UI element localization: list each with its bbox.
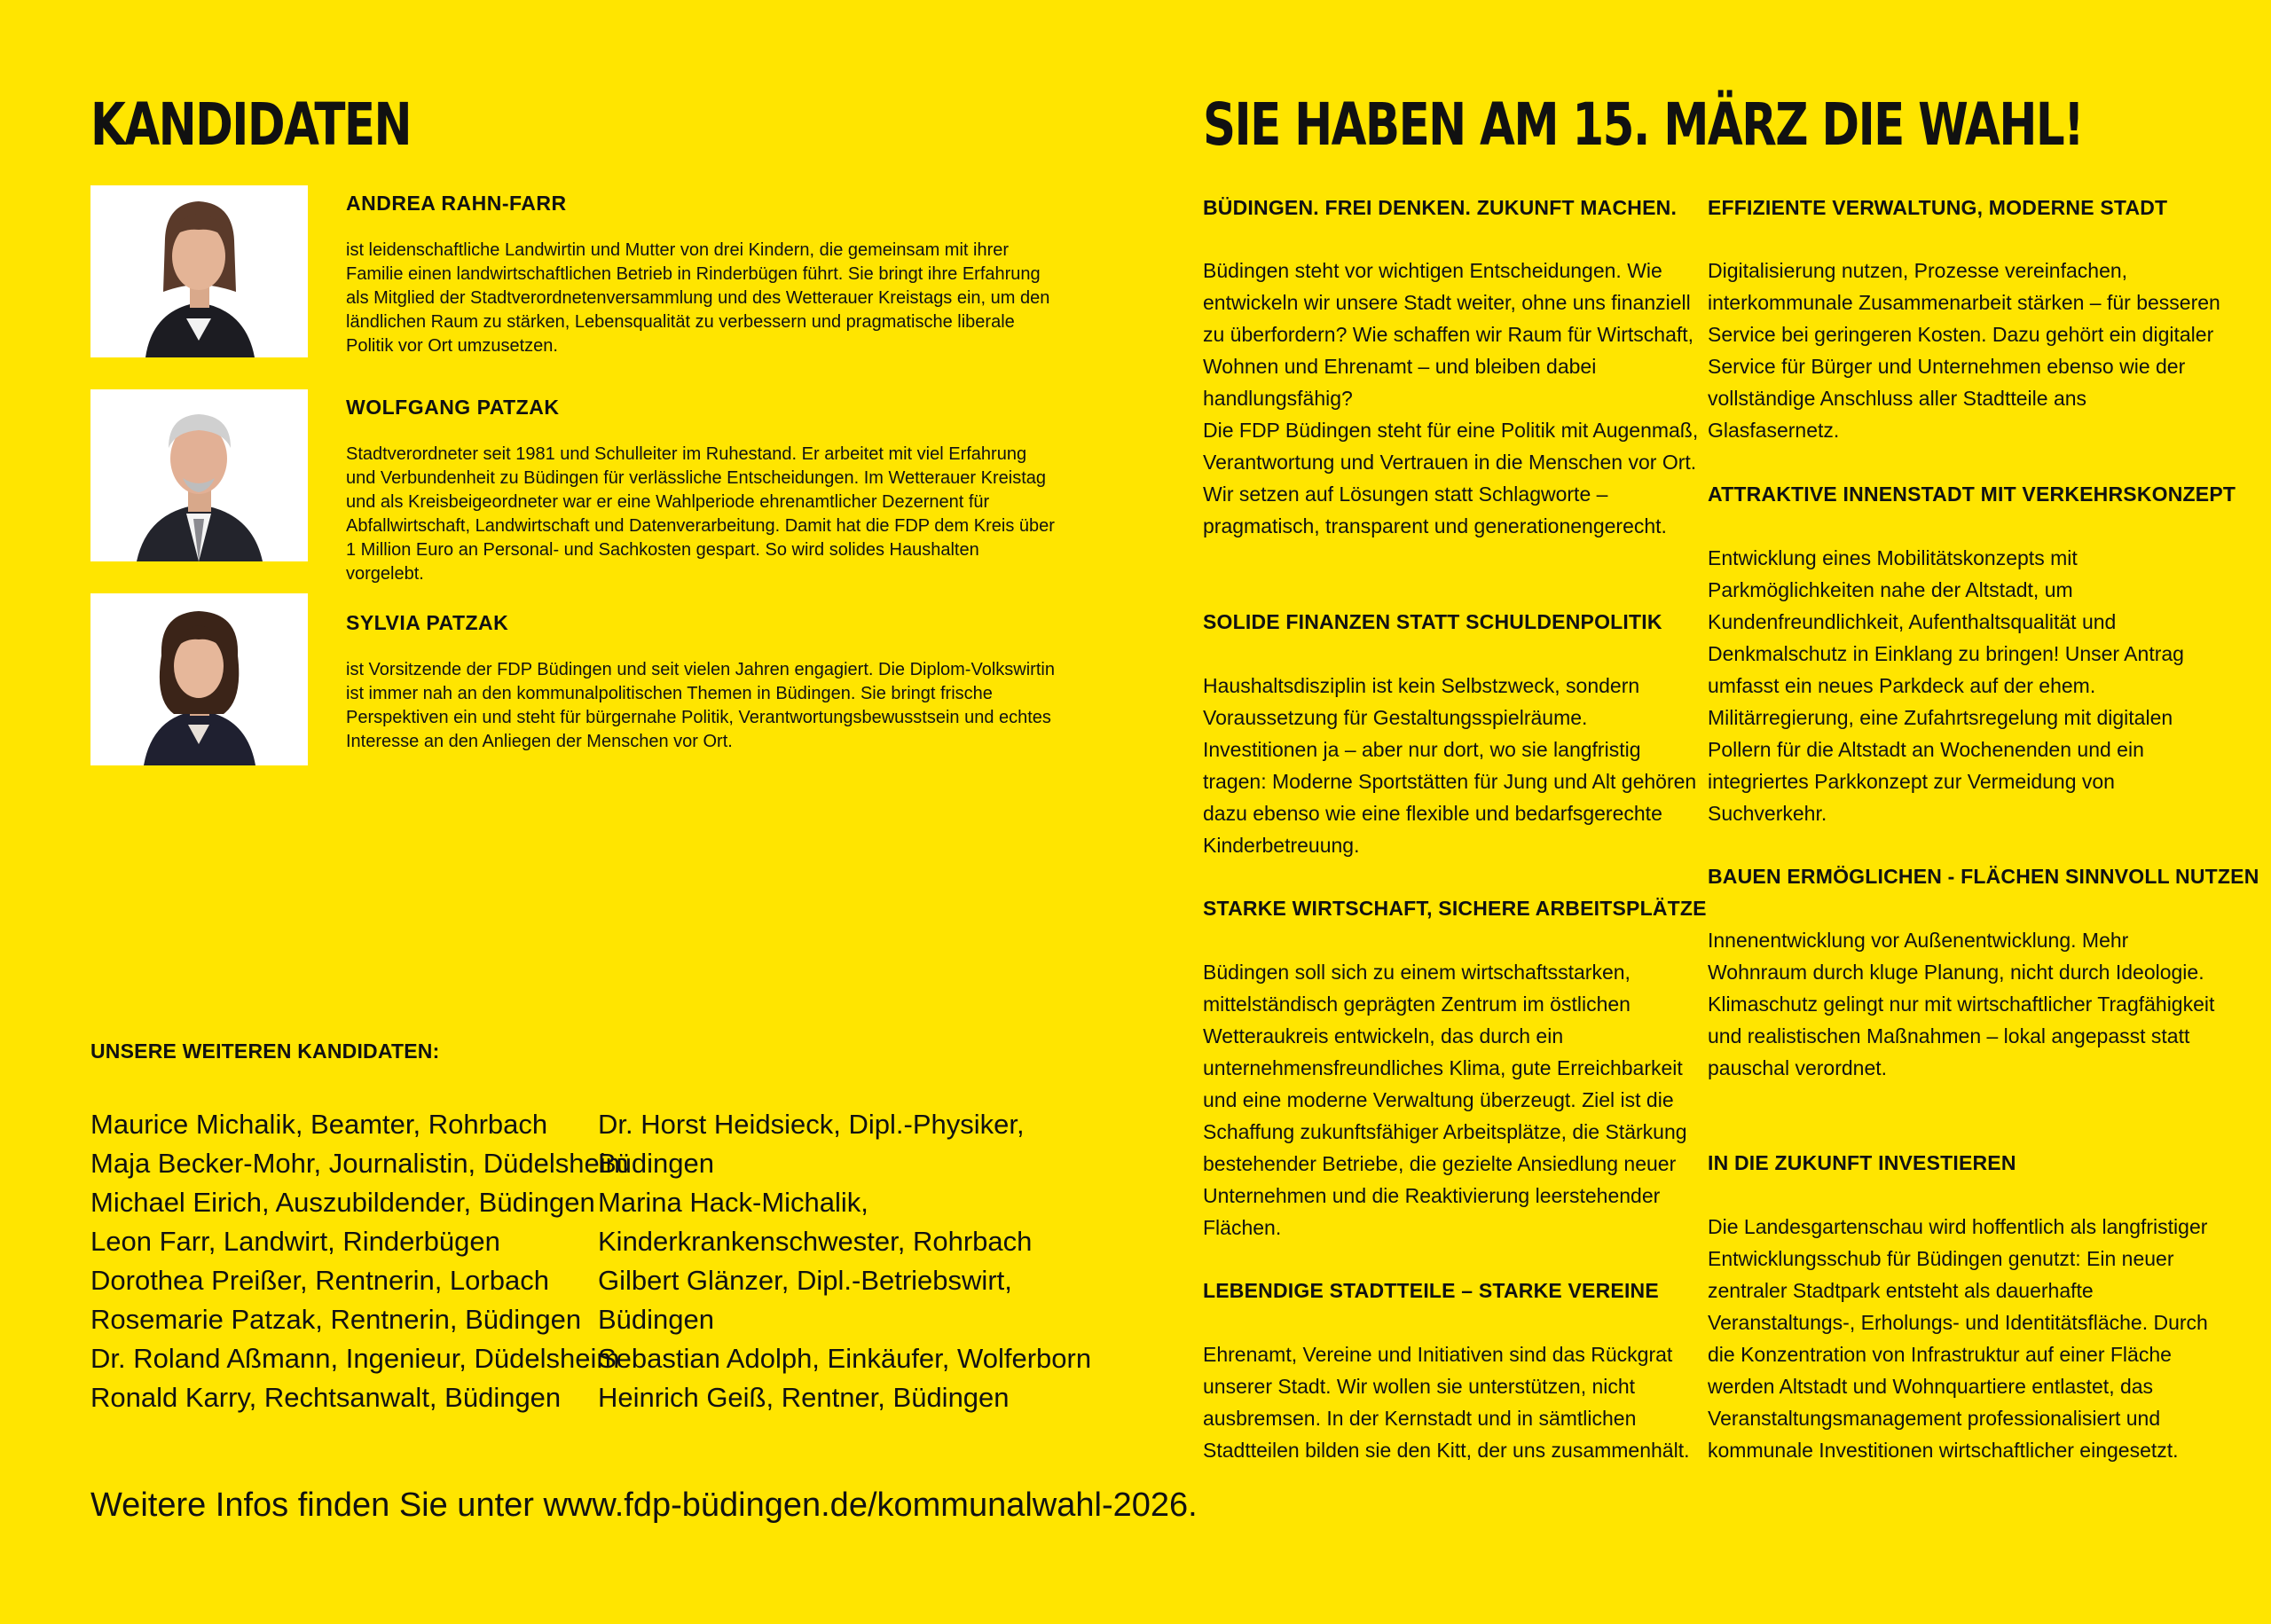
candidate-name: ANDREA RAHN-FARR [346,192,567,215]
more-info-link[interactable]: Weitere Infos finden Sie unter www.fdp-büdingen.de/kommunalwahl-2026. [90,1487,1198,1524]
section-text: Haushaltsdisziplin ist kein Selbstzweck, sondern Voraussetzung für Gestaltungsspielräume. Investitionen ja – aber nur dort, wo sie langfristig tragen: Moderne Sportstätten für Jung und Alt gehören dazu ebenso wie eine flexible und bedarfsgerechte Kinderbetreuung. [1203,674,1697,857]
candidate-photo-wolfgang-patzak [90,389,308,561]
section-heading: BÜDINGEN. FREI DENKEN. ZUKUNFT MACHEN. [1203,196,1678,219]
list-item: Ronald Karry, Rechtsanwalt, Büdingen [90,1382,562,1413]
list-item: Dorothea Preißer, Rentnerin, Lorbach [90,1265,549,1296]
list-item: Kinderkrankenschwester, Rohrbach [598,1226,1033,1257]
candidate-bio: Stadtverordneter seit 1981 und Schulleiter im Ruhestand. Er arbeitet mit viel Erfahrung und Verbundenheit zu Büdingen für verlässliche Entscheidungen. Im Wetterauer Kreistag und als Kreisbeigeordneter war er eine Wahlperiode ehrenamtlicher Dezernent für Abfallwirtschaft, Landwirtschaft und Datenverarbeitung. Damit hat die FDP dem Kreis über 1 Million Euro an Personal- und Sachkosten gespart. So wird solides Haushalten vorgelebt. [346,444,1055,584]
section-heading: ATTRAKTIVE INNENSTADT MIT VERKEHRSKONZEPT [1708,482,2236,506]
list-item: Maurice Michalik, Beamter, Rohrbach [90,1109,548,1140]
election-title: SIE HABEN AM 15. MÄRZ DIE WAHL! [1203,90,2084,159]
section-text: Entwicklung eines Mobilitätskonzepts mit Parkmöglichkeiten nahe der Altstadt, um Kundenfreundlichkeit, Aufenthaltsqualität und Denkmalschutz in Einklang zu bringen! Unser Antrag umfasst ein neues Parkdeck auf der ehem. Militärregierung, eine Zufahrtsregelung mit digitalen Pollern für die Altstadt an Wochenenden und ein integriertes Parkkonzept zur Vermeidung von Suchverkehr. [1708,546,2184,825]
section-text: Büdingen soll sich zu einem wirtschaftsstarken, mittelständisch geprägten Zentrum im östlichen Wetteraukreis entwickeln, das durch ein unternehmensfreundliches Klima, gute Erreichbarkeit und eine moderne Verwaltung überzeugt. Ziel ist die Schaffung zukunftsfähiger Arbeitsplätze, die Stärkung bestehender Betriebe, die gezielte Ansiedlung neuer Unternehmen und die Reaktivierung leerstehender Flächen. [1203,961,1687,1239]
section-heading: EFFIZIENTE VERWALTUNG, MODERNE STADT [1708,196,2168,219]
candidates-title: KANDIDATEN [90,90,412,159]
candidate-photo-andrea-rahn-farr [90,185,308,357]
list-item: Dr. Roland Aßmann, Ingenieur, Düdelsheim [90,1343,620,1374]
candidate-bio: ist leidenschaftliche Landwirtin und Mutter von drei Kindern, die gemeinsam mit ihrer Familie einen landwirtschaftlichen Betrieb in Rinderbügen führt. Sie bringt ihre Erfahrung als Mitglied der Stadtverordnetenversammlung und des Wetterauer Kreistags ein, um den ländlichen Raum zu stärken, Lebensqualität zu verbessern und pragmatische liberale Politik vor Ort umzusetzen. [346,240,1050,356]
candidate-name: SYLVIA PATZAK [346,611,509,634]
more-candidates-col1 [90,1105,628,1417]
section-heading: BAUEN ERMÖGLICHEN - FLÄCHEN SINNVOLL NUTZEN [1708,865,2259,888]
candidate-bio: ist Vorsitzende der FDP Büdingen und seit vielen Jahren engagiert. Die Diplom-Volkswirtin ist immer nah an den kommunalpolitischen Themen in Büdingen. Sie bringt frische Perspektiven ein und steht für bürgernahe Politik, Verantwortungsbewusstsein und echtes Interesse an den Anliegen der Menschen vor Ort. [346,660,1055,751]
section-heading: IN DIE ZUKUNFT INVESTIEREN [1708,1151,2016,1174]
list-item: Heinrich Geiß, Rentner, Büdingen [598,1382,1010,1413]
list-item: Marina Hack-Michalik, [598,1187,868,1218]
section-text: Innenentwicklung vor Außenentwicklung. Mehr Wohnraum durch kluge Planung, nicht durch Ideologie. Klimaschutz gelingt nur mit wirtschaftlicher Tragfähigkeit und realistischen Maßnahmen – lokal angepasst statt pauschal verordnet. [1708,929,2215,1079]
candidate-photo-sylvia-patzak [90,593,308,765]
section-heading: SOLIDE FINANZEN STATT SCHULDENPOLITIK [1203,610,1662,633]
list-item: Gilbert Glänzer, Dipl.-Betriebswirt, [598,1265,1012,1296]
more-candidates-title: UNSERE WEITEREN KANDIDATEN: [90,1040,440,1063]
section-heading: LEBENDIGE STADTTEILE – STARKE VEREINE [1203,1279,1659,1302]
list-item: Maja Becker-Mohr, Journalistin, Düdelsheim [90,1148,629,1179]
section-text: Büdingen steht vor wichtigen Entscheidungen. Wie entwickeln wir unsere Stadt weiter, ohne uns finanziell zu überfordern? Wie schaffen wir Raum für Wirtschaft, Wohnen und Ehrenamt – und bleiben dabei handlungsfähig? Die FDP Büdingen steht für eine Politik mit Augenmaß, Verantwortung und Vertrauen in die Menschen vor Ort. Wir setzen auf Lösungen statt Schlagworte – pragmatisch, transparent und generationengerecht. [1203,259,1699,537]
list-item: Leon Farr, Landwirt, Rinderbügen [90,1226,500,1257]
list-item: Sebastian Adolph, Einkäufer, Wolferborn [598,1343,1092,1374]
candidate-name: WOLFGANG PATZAK [346,396,560,419]
list-item: Michael Eirich, Auszubildender, Büdingen [90,1187,595,1218]
list-item: Rosemarie Patzak, Rentnerin, Büdingen [90,1304,582,1335]
list-item: Büdingen [598,1304,715,1335]
list-item: Büdingen [598,1148,715,1179]
section-heading: STARKE WIRTSCHAFT, SICHERE ARBEITSPLÄTZE [1203,897,1707,920]
section-text: Digitalisierung nutzen, Prozesse vereinfachen, interkommunale Zusammenarbeit stärken – für besseren Service bei geringeren Kosten. Dazu gehört ein digitaler Service für Bürger und Unternehmen ebenso wie der vollständige Anschluss aller Stadtteile ans Glasfasernetz. [1708,259,2220,442]
list-item: Dr. Horst Heidsieck, Dipl.-Physiker, [598,1109,1025,1140]
section-text: Ehrenamt, Vereine und Initiativen sind das Rückgrat unserer Stadt. Wir wollen sie unterstützen, nicht ausbremsen. In der Kernstadt und in sämtlichen Stadtteilen bilden sie den Kitt, der uns zusammenhält. [1203,1343,1690,1462]
section-text: Die Landesgartenschau wird hoffentlich als langfristiger Entwicklungsschub für Büdingen genutzt: Ein neuer zentraler Stadtpark entsteht als dauerhafte Veranstaltungs-, Erholungs- und Identitätsfläche. Durch die Konzentration von Infrastruktur auf einer Fläche werden Altstadt und Wohnquartiere entlastet, das Veranstaltungsmanagement professionalisiert und kommunale Investitionen wirtschaftlicher eingesetzt. [1708,1215,2208,1462]
more-candidates-col2 [598,1105,1091,1417]
